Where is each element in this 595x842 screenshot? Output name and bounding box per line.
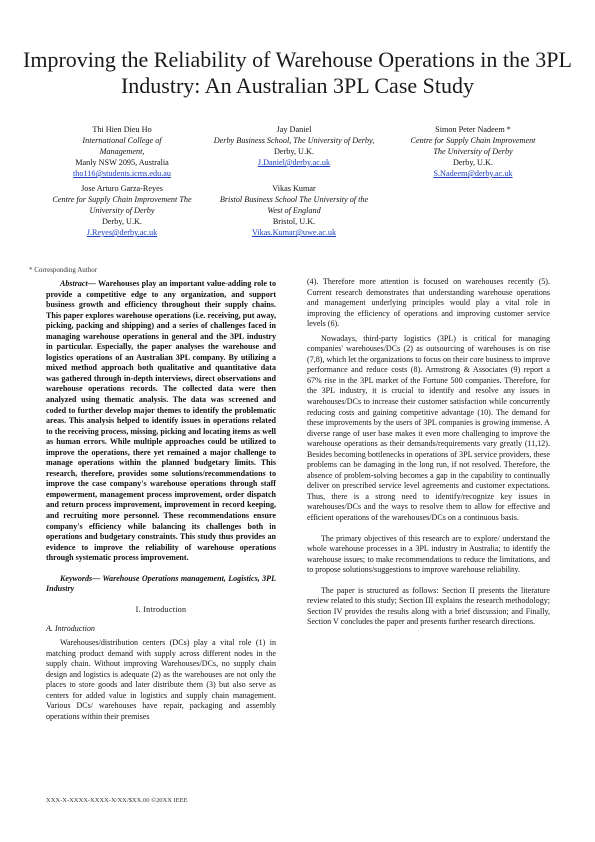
keywords: Keywords— Warehouse Operations management, Logistics, 3PL Industry bbox=[46, 573, 276, 594]
author-email-link[interactable]: Vikas.Kumar@uwe.ac.uk bbox=[251, 228, 337, 237]
body-paragraph: (4). Therefore more attention is focused on warehouses recently (5). Current research demonstrates that understanding warehouse operations and management underlying principles would play a vital role in improving the efficiency of operations and improving customer service levels (6). bbox=[307, 277, 550, 329]
author-email-link[interactable]: tho116@students.icms.edu.au bbox=[73, 169, 171, 178]
author-email-link[interactable]: S.Nadeem@derby.ac.uk bbox=[433, 169, 513, 178]
body-paragraph: Nowadays, third-party logistics (3PL) is critical for managing companies' warehouses/DCs (2) as outsourcing of warehouses is on rise (7,8), which let the organizations to focus on their core business to improve performance and reduce costs (8). Armstrong & Associates (9) report a 67% rise in the 3PL market of the Fortune 500 companies. Therefore, for the 3PL industry, it is crucial to identify and resolve any issues in warehouses/DCs to increase their customer satisfaction while concurrently reducing costs and gaining competitive advantage (10). The demand for these improvements by the users of 3PL companies is growing immense. A diverse range of user base makes it even more challenging to improve the warehouse operations as their demands/requirements vary greatly (11,12). Besides becoming bottlenecks in operations of 3PL service providers, these problems can be damaging in the long run, if not resolved. Therefore, the absence of problem-solving becomes a gap in the capability to continually deliver on prescribed service level agreements and customer expectations. Thus, there is a strong need to identify/recognize key issues in warehouses/DCs and the ways to resolve them to allow for effective and efficient operations of the warehouses/DCs on a continuous basis. bbox=[307, 333, 550, 523]
author-block-5 bbox=[216, 183, 372, 238]
copyright-footer: XXX-X-XXXX-XXXX-X/XX/$XX.00 ©20XX IEEE bbox=[46, 797, 188, 804]
subsection-heading: A. Introduction bbox=[46, 624, 95, 634]
intro-paragraph: Warehouses/distribution centers (DCs) play a vital role (1) in matching product demand with supply across different nodes in the supply chain. Without improving Warehouses/DCs, no supply chain design and logistics is adequate (2) as the warehouses are not only the places to store goods and later distribute them (3) but also serve as centers for added value in logistics and supply chain management. Various DCs/ warehouses have repair, packaging and assembly operations within their premises bbox=[46, 637, 276, 721]
author-name: Simon Peter Nadeem * bbox=[435, 125, 511, 134]
author-block-1 bbox=[42, 124, 202, 179]
author-address: Derby, U.K. bbox=[102, 217, 142, 226]
right-column bbox=[307, 277, 550, 628]
left-column bbox=[46, 279, 276, 722]
author-name: Thi Hien Dieu Ho bbox=[92, 125, 152, 134]
author-address: Bristol, U.K. bbox=[272, 217, 316, 226]
author-block-3 bbox=[388, 124, 558, 179]
author-address: Manly NSW 2095, Australia bbox=[75, 158, 169, 167]
author-name: Jose Arturo Garza-Reyes bbox=[81, 184, 163, 193]
paper-title: Improving the Reliability of Warehouse Operations in the 3PL Industry: An Australian 3PL Case Study bbox=[23, 47, 572, 98]
author-email-link[interactable]: J.Reyes@derby.ac.uk bbox=[86, 228, 158, 237]
author-block-4 bbox=[40, 183, 204, 238]
author-name: Vikas Kumar bbox=[272, 184, 316, 193]
section-heading: I. Introduction bbox=[135, 604, 187, 614]
author-block-2 bbox=[210, 124, 378, 168]
corresponding-author-note: * Corresponding Author bbox=[29, 266, 98, 274]
abstract bbox=[46, 279, 276, 564]
body-paragraph: The paper is structured as follows: Section II presents the literature review related to this study; Section III explains the research methodology; Section IV provides the results along with a brief discussion; and Finally, Section V concludes the paper and presents further research directions. bbox=[307, 585, 550, 627]
author-affiliation: Centre for Supply Chain Improvement The University of Derby bbox=[410, 136, 536, 156]
author-address: Derby, U.K. bbox=[274, 147, 314, 156]
author-affiliation: Centre for Supply Chain Improvement The University of Derby bbox=[52, 195, 192, 215]
author-affiliation: Derby Business School, The University of Derby, bbox=[213, 136, 375, 145]
author-affiliation: International College of Management, bbox=[82, 136, 162, 156]
author-name: Jay Daniel bbox=[276, 125, 312, 134]
author-address: Derby, U.K. bbox=[453, 158, 493, 167]
author-affiliation: Bristol Business School The University of the West of England bbox=[219, 195, 369, 215]
abstract-lead: Abstract— bbox=[60, 279, 96, 288]
author-email-link[interactable]: J.Daniel@derby.ac.uk bbox=[257, 158, 331, 167]
body-paragraph: The primary objectives of this research are to explore/ understand the whole warehouse processes in a 3PL industry in Australia; to identify the warehouse issues; to make recommendations to reduce the limitations, and to propose solutions/suggestions to improve warehouse reliability. bbox=[307, 533, 550, 575]
abstract-text: Warehouses play an important value-adding role to provide a competitive edge to any organization, and support business growth and efficiency throughout their supply chains. This paper explores warehouse operations (i.e. receiving, put away, picking, packing and shipping) and a series of challenges faced in managing warehouse operations in general and the 3PL industry in particular. Especially, the paper analyses the warehouse and logistics operations of an Australian 3PL company. By utilizing a mixed method approach both qualitative and quantitative data was gathered through in-depth interviews, direct observations and warehouse operations records. The collected data were then analyzed using thematic analysis. The data was screened and coded to further develop major themes to identify the problematic areas. This analysis helped to identify issues in operations related to the receiving process, missing, picking and locating items as well as human errors. While multiple approaches could be utilized to improve the operations, there yet remained a major challenge to manage operations within the planned budgetary limits. This research, therefore, provides some solutions/recommendations to improve the case company's warehouse operations through staff empowerment, management process improvement, order dispatch and return process improvement, improvement in record keeping, and recruiting more personnel. These recommendations ensure company's efficiency while balancing its challenges both in operations and budgetary constraints. This study thus provides an evidence to improve the reliability of warehouse operations through systematic process improvement. bbox=[46, 279, 276, 563]
